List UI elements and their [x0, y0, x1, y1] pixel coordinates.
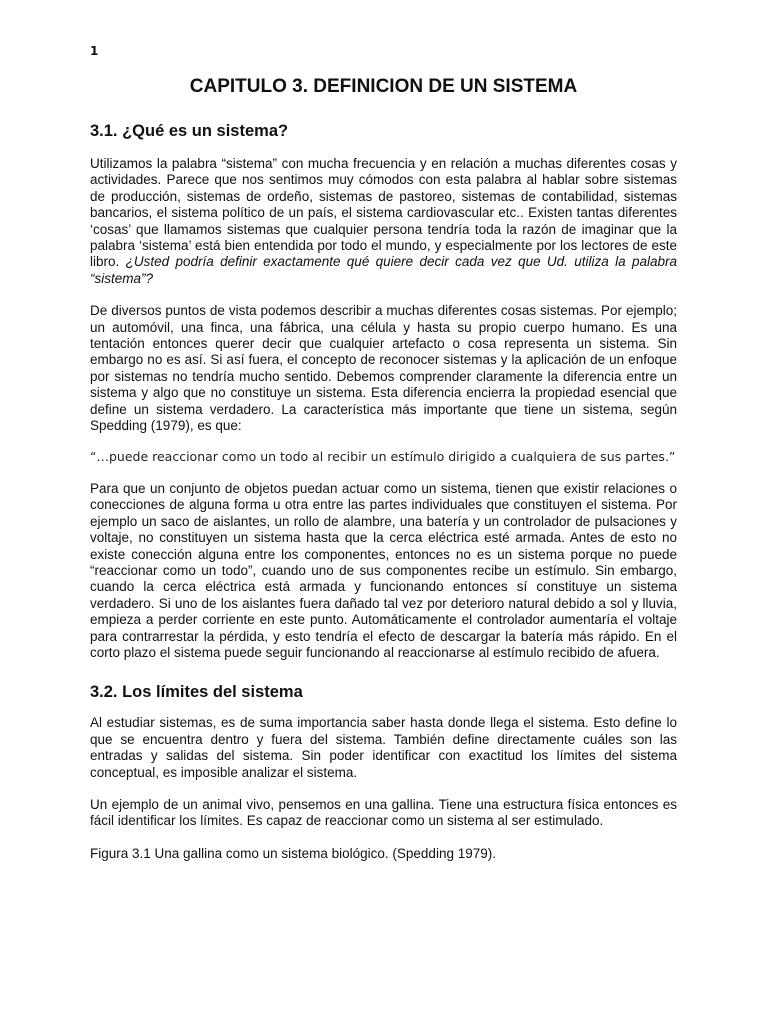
- chapter-title: CAPITULO 3. DEFINICION DE UN SISTEMA: [189, 76, 578, 97]
- section-3-1-paragraph-2: De diversos puntos de vista podemos describir a muchas diferentes cosas sistemas. Por ejemplo; un automóvil, una finca, una fábrica, una célula y hasta su propio cuerpo humano. Es una tentación entonces querer decir que cualquier artefacto o cosa representa un sistema. Sin embargo no es así. Si así fuera, el concepto de reconocer sistemas y la aplicación de un enfoque por sistemas no tendría mucho sentido. Debemos comprender claramente la diferencia entre un sistema y algo que no constituye un sistema. Esta diferencia encierra la propiedad esencial que define un sistema verdadero. La característica más importante que tiene un sistema, según Spedding (1979), es que:: [90, 303, 677, 434]
- figure-caption: Figura 3.1 Una gallina como un sistema biológico. (Spedding 1979).: [90, 845, 496, 861]
- section-3-2-paragraph-2: Un ejemplo de un animal vivo, pensemos en una gallina. Tiene una estructura física entonces es fácil identificar los límites. Es capaz de reaccionar como un sistema al ser estimulado.: [90, 797, 677, 829]
- section-3-1-paragraph-1-text: Utilizamos la palabra “sistema” con mucha frecuencia y en relación a muchas diferentes cosas y actividades. Parece que nos sentimos muy cómodos con esta palabra al hablar sobre sistemas de producción, sistemas de ordeño, sistemas de pastoreo, sistemas de contabilidad, sistemas bancarios, el sistema político de un país, el sistema cardiovascular etc.. Existen tantas diferentes ‘cosas’ que llamamos sistemas que cualquier persona tendría toda la razón de imaginar que la palabra ‘sistema’ está bien entendida por todo el mundo, y especialmente por los lectores de este libro.: [90, 156, 677, 270]
- page-content: [90, 70, 677, 862]
- spedding-quote: “…puede reaccionar como un todo al recibir un estímulo dirigido a cualquiera de sus partes.”: [90, 448, 676, 464]
- section-heading-3-1: 3.1. ¿Qué es un sistema?: [90, 122, 289, 140]
- section-3-1-paragraph-3: Para que un conjunto de objetos puedan actuar como un sistema, tienen que existir relaciones o conecciones de alguna forma u otra entre las partes individuales que constituyen el sistema. Por ejemplo un saco de aislantes, un rollo de alambre, una batería y un controlador de pulsaciones y voltaje, no constituyen un sistema hasta que la cerca eléctrica esté armada. Antes de esto no existe conección alguna entre los componentes, entonces no es un sistema porque no puede “reaccionar como un todo”, cuando uno de sus componentes recibe un estímulo. Sin embargo, cuando la cerca eléctrica está armada y funcionando entonces sí constituye un sistema verdadero. Si uno de los aislantes fuera dañado tal vez por deterioro natural debido a sol y lluvia, empieza a perder corriente en este punto. Automáticamente el controlador aumentaría el voltaje para contrarrestar la pérdida, y esto tendría el efecto de descargar la batería más rápido. En el corto plazo el sistema puede seguir funcionando al reaccionarse al estímulo recibido de afuera.: [90, 480, 677, 660]
- page-number: 1: [90, 44, 99, 58]
- section-heading-3-2: 3.2. Los límites del sistema: [90, 683, 303, 702]
- section-3-2-paragraph-1: Al estudiar sistemas, es de suma importancia saber hasta donde llega el sistema. Esto define lo que se encuentra dentro y fuera del sistema. También define directamente cuáles son las entradas y salidas del sistema. Sin poder identificar con exactitud los límites del sistema conceptual, es imposible analizar el sistema.: [90, 715, 677, 780]
- section-3-1-paragraph-1-question: ¿Usted podría definir exactamente qué quiere decir cada vez que Ud. utiliza la palabra “sistema”?: [90, 254, 677, 286]
- section-3-1-paragraph-1: [90, 156, 677, 287]
